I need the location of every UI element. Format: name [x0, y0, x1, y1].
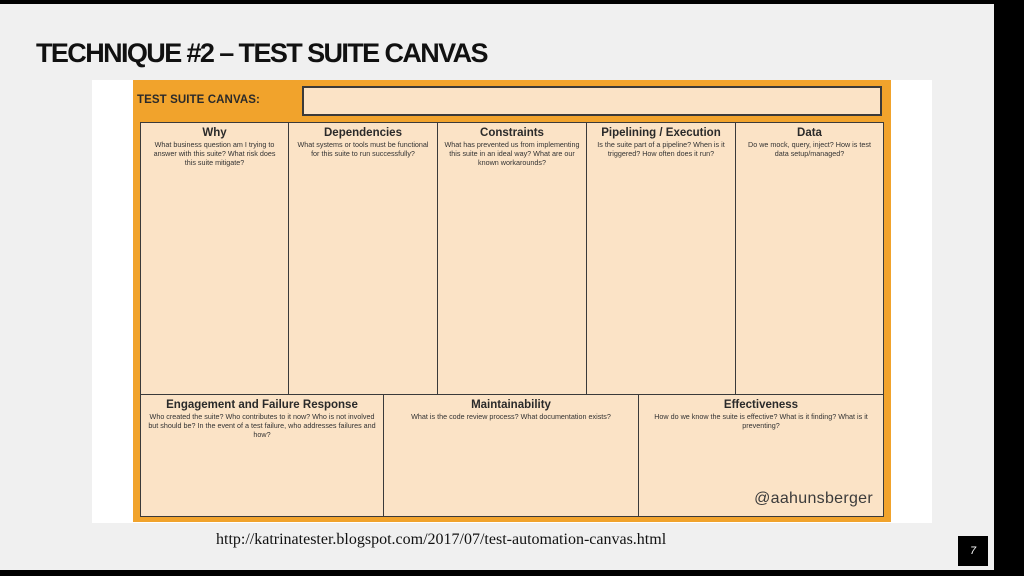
- cell-description: What has prevented us from implementing this suite in an ideal way? What are our known workarounds?: [444, 140, 580, 168]
- cell-title: Pipelining / Execution: [601, 127, 721, 139]
- cell-description: Is the suite part of a pipeline? When is it triggered? How often does it run?: [597, 140, 725, 159]
- canvas-header-label: TEST SUITE CANVAS:: [137, 94, 260, 106]
- cell-maintainability: [383, 394, 639, 517]
- author-handle: @aahunsberger: [754, 490, 873, 507]
- cell-effectiveness: [638, 394, 884, 517]
- cell-engagement-failure-response: [140, 394, 384, 517]
- cell-description: Who created the suite? Who contributes to it now? Who is not involved but should be? In the event of a test failure, who addresses failures and how?: [148, 412, 376, 440]
- canvas-name-field: [302, 86, 882, 116]
- cell-description: How do we know the suite is effective? What is it finding? What is it preventing?: [654, 412, 868, 431]
- cell-dependencies: [288, 122, 438, 395]
- cell-constraints: [437, 122, 587, 395]
- test-suite-canvas: [133, 80, 891, 522]
- cell-title: Constraints: [480, 127, 544, 139]
- cell-description: What business question am I trying to answer with this suite? What risk does this suite mitigate?: [153, 140, 276, 168]
- cell-data: [735, 122, 884, 395]
- page-number: 7: [958, 536, 988, 566]
- cell-title: Dependencies: [324, 127, 402, 139]
- cell-title: Why: [202, 127, 227, 139]
- cell-title: Maintainability: [471, 399, 551, 411]
- cell-pipelining-execution: [586, 122, 736, 395]
- cell-description: What is the code review process? What documentation exists?: [411, 412, 611, 421]
- cell-description: Do we mock, query, inject? How is test data setup/managed?: [748, 140, 871, 159]
- cell-description: What systems or tools must be functional for this suite to run successfully?: [297, 140, 429, 159]
- cell-title: Effectiveness: [723, 399, 799, 411]
- slide-title: TECHNIQUE #2 – TEST SUITE CANVAS: [36, 38, 487, 68]
- cell-title: Engagement and Failure Response: [166, 399, 358, 411]
- cell-title: Data: [797, 127, 822, 139]
- cell-why: [140, 122, 289, 395]
- source-link[interactable]: http://katrinatester.blogspot.com/2017/07/test-automation-canvas.html: [216, 531, 667, 548]
